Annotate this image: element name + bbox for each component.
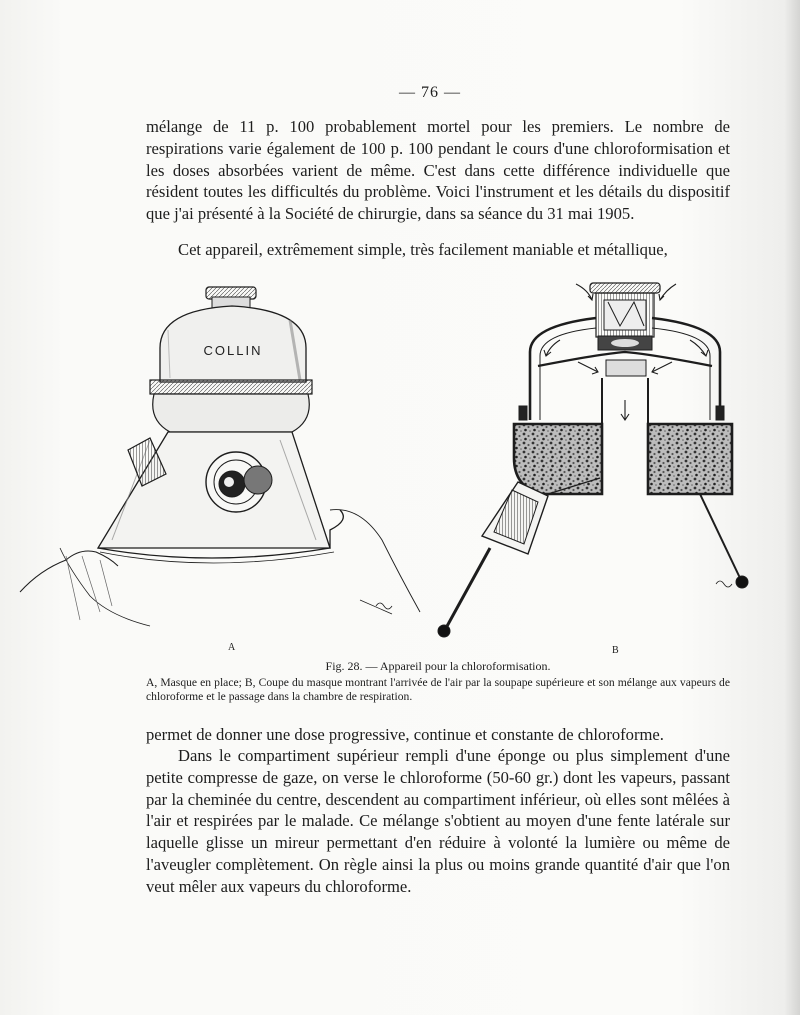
paragraph-4: Dans le compartiment supérieur rempli d'une éponge ou plus simplement d'une petite compresse de gaze, on verse le chloroforme (50-60 gr.) dont les vapeurs, passant par la cheminée du centre, descendent au compartiment inférieur, où elles sont mêlées à l'air et respirées par le malade. Ce mélange s'obtient au moyen d'une fente latérale sur laquelle glisse un mireur permettant d'en réduire à volonté la lumière ou même de l'aveugler complètement. On règle ainsi la plus ou moins grande quantité d'air que l'on veut mêler aux vapeurs du chloroforme. <box>146 746 730 896</box>
paragraph-2: Cet appareil, extrêmement simple, très facilement maniable et métallique, <box>178 240 668 259</box>
page-edge-shadow <box>784 0 800 1015</box>
paragraph-1: mélange de 11 p. 100 probablement mortel pour les premiers. Le nombre de respirations varie également de 100 p. 100 pendant le cours d'une chloroformisation et les doses absorbées varient de même. C'est dans cette différence individuelle que résident toutes les difficultés du problème. Voici l'instrument et les détails du dispositif que j'ai présenté à la Société de chirurgie, dans sa séance du 31 mai 1905. <box>146 117 730 224</box>
page-number: — 76 — <box>399 84 461 101</box>
figure-b-cross-section <box>438 283 748 637</box>
paragraph-3: permet de donner une dose progressive, continue et constante de chloroforme. <box>146 725 664 744</box>
figure-28-illustration <box>0 270 800 660</box>
collin-engraving: COLLIN <box>203 343 263 358</box>
figure-caption-title: Fig. 28. — Appareil pour la chloroformisation. <box>325 659 551 673</box>
figure-label-b: B <box>612 645 619 656</box>
figure-caption-body: A, Masque en place; B, Coupe du masque montrant l'arrivée de l'air par la soupape supérieure et son mélange aux vapeurs de chloroforme et le passage dans la chambre de respiration. <box>146 676 730 703</box>
figure-a-mask-on-face <box>20 287 420 626</box>
figure-label-a: A <box>228 642 236 653</box>
